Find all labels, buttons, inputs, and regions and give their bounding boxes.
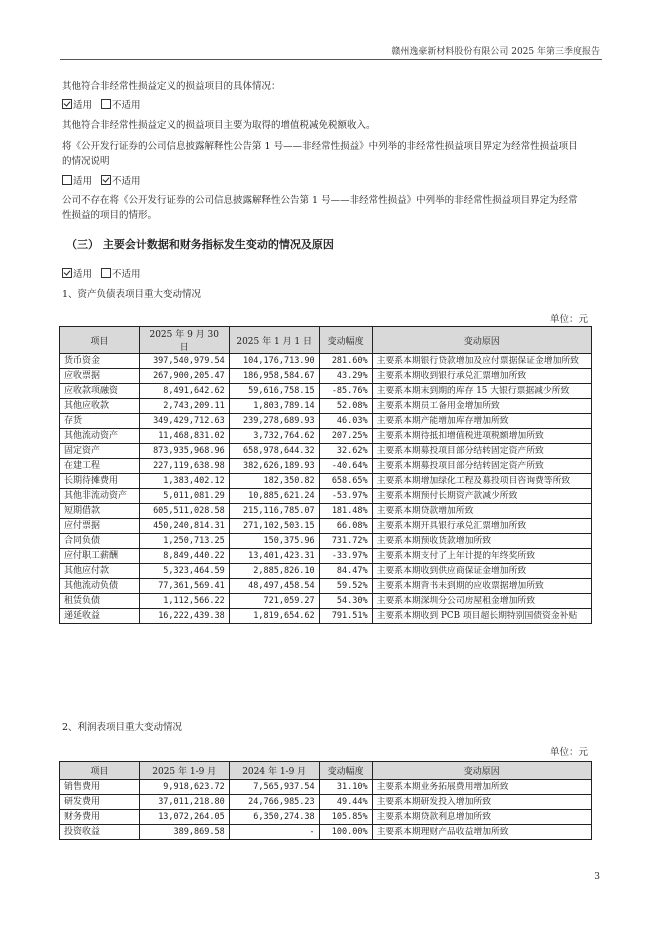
item-cell: 其他应付款 [60, 564, 140, 579]
prior-value-cell: 182,350.82 [229, 474, 319, 489]
column-header: 2025 年 9 月 30 日 [139, 327, 229, 354]
table-row [60, 459, 592, 474]
current-value-cell: 450,240,814.31 [139, 519, 229, 534]
option-row-3 [62, 268, 141, 282]
table-row [60, 825, 592, 840]
current-value-cell: 1,250,713.25 [139, 534, 229, 549]
item-cell: 其他应收款 [60, 399, 140, 414]
item-cell: 研发费用 [60, 795, 140, 810]
prior-value-cell: 215,116,785.07 [229, 504, 319, 519]
table-row [60, 780, 592, 795]
prior-value-cell: 382,626,189.93 [229, 459, 319, 474]
current-value-cell: 16,222,439.38 [139, 609, 229, 624]
report-header: 赣州逸豪新材料股份有限公司 2025 年第三季度报告 [391, 47, 600, 57]
column-header: 变动原因 [372, 327, 591, 354]
option-not-applicable: 不适用 [112, 269, 141, 280]
table-row [60, 810, 592, 825]
current-value-cell: 1,112,566.22 [139, 594, 229, 609]
table-row [60, 474, 592, 489]
table-row [60, 594, 592, 609]
income-statement-table [59, 761, 592, 840]
column-header: 变动幅度 [319, 762, 372, 780]
column-header: 项目 [60, 327, 140, 354]
reason-cell: 主要系本期预收货款增加所致 [372, 534, 591, 549]
item-cell: 短期借款 [60, 504, 140, 519]
prior-value-cell: 6,350,274.38 [229, 810, 319, 825]
change-rate-cell: 84.47% [319, 564, 372, 579]
prior-value-cell: 59,616,758.15 [229, 384, 319, 399]
table-row [60, 369, 592, 384]
column-header: 2024 年 1-9 月 [229, 762, 319, 780]
checked-box-icon[interactable] [62, 99, 72, 109]
current-value-cell: 227,119,638.98 [139, 459, 229, 474]
current-value-cell: 397,540,979.54 [139, 354, 229, 369]
item-cell: 其他非流动资产 [60, 489, 140, 504]
change-rate-cell: 658.65% [319, 474, 372, 489]
reclassification-statement: 公司不存在将《公开发行证券的公司信息披露解释性公告第 1 号——非经常性损益》中列举的非经常性损益项目界定为经常性损益的项目的情形。 [62, 195, 578, 221]
reason-cell: 主要系本期预付长期资产款减少所致 [372, 489, 591, 504]
table-row [60, 519, 592, 534]
balance-sheet-subtitle: 1、资产负债表项目重大变动情况 [62, 289, 202, 300]
balance-sheet-table [59, 326, 592, 624]
change-rate-cell: 52.08% [319, 399, 372, 414]
table-row [60, 414, 592, 429]
reason-cell: 主要系本期业务拓展费用增加所致 [372, 780, 591, 795]
current-value-cell: 5,323,464.59 [139, 564, 229, 579]
current-value-cell: 873,935,968.96 [139, 444, 229, 459]
change-rate-cell: -33.97% [319, 549, 372, 564]
item-cell: 应收款项融资 [60, 384, 140, 399]
reason-cell: 主要系本期募投项目部分结转固定资产所致 [372, 459, 591, 474]
option-applicable: 适用 [73, 269, 93, 280]
prior-value-cell: 24,766,985.23 [229, 795, 319, 810]
reason-cell: 主要系本期员工备用金增加所致 [372, 399, 591, 414]
reason-cell: 主要系本期深圳分公司房屋租金增加所致 [372, 594, 591, 609]
table-row [60, 444, 592, 459]
column-header: 2025 年 1-9 月 [139, 762, 229, 780]
reason-cell: 主要系本期产能增加库存增加所致 [372, 414, 591, 429]
change-rate-cell: 207.25% [319, 429, 372, 444]
change-rate-cell: -85.76% [319, 384, 372, 399]
nonrecurring-detail-text: 其他符合非经常性损益定义的损益项目主要为取得的增值税减免税额收入。 [62, 120, 376, 131]
reason-cell: 主要系本期银行贷款增加及应付票据保证金增加所致 [372, 354, 591, 369]
table-row [60, 489, 592, 504]
unchecked-box-icon[interactable] [101, 268, 111, 278]
prior-value-cell: 3,732,764.62 [229, 429, 319, 444]
change-rate-cell: -40.64% [319, 459, 372, 474]
table-row [60, 795, 592, 810]
current-value-cell: 9,918,623.72 [139, 780, 229, 795]
item-cell: 其他流动资产 [60, 429, 140, 444]
reason-cell: 主要系本期增加绿化工程及募投项目咨询费等所致 [372, 474, 591, 489]
item-cell: 财务费用 [60, 810, 140, 825]
change-rate-cell: 46.03% [319, 414, 372, 429]
change-rate-cell: 32.62% [319, 444, 372, 459]
reason-cell: 主要系本期研发投入增加所致 [372, 795, 591, 810]
reason-cell: 主要系本期开具银行承兑汇票增加所致 [372, 519, 591, 534]
section-title: （三） 主要会计数据和财务指标发生变动的情况及原因 [66, 238, 334, 251]
table-row [60, 354, 592, 369]
prior-value-cell: 186,958,584.67 [229, 369, 319, 384]
prior-value-cell: 721,059.27 [229, 594, 319, 609]
change-rate-cell: 100.00% [319, 825, 372, 840]
table-row [60, 579, 592, 594]
current-value-cell: 605,511,028.58 [139, 504, 229, 519]
column-header: 2025 年 1 月 1 日 [229, 327, 319, 354]
prior-value-cell: 1,803,789.14 [229, 399, 319, 414]
table-row [60, 504, 592, 519]
prior-value-cell: 2,885,826.10 [229, 564, 319, 579]
current-value-cell: 349,429,712.63 [139, 414, 229, 429]
table-header-row [60, 327, 592, 354]
table-row [60, 564, 592, 579]
option-not-applicable: 不适用 [112, 176, 141, 187]
option-row-2 [62, 175, 141, 189]
column-header: 变动原因 [372, 762, 591, 780]
prior-value-cell: 48,497,458.54 [229, 579, 319, 594]
reason-cell: 主要系本期末到期的库存 15 大银行票据减少所致 [372, 384, 591, 399]
prior-value-cell: 1,819,654.62 [229, 609, 319, 624]
reason-cell: 主要系本期募投项目部分结转固定资产所致 [372, 444, 591, 459]
header-divider [60, 59, 602, 60]
item-cell: 其他流动负债 [60, 579, 140, 594]
unit-label: 单位：元 [549, 314, 588, 325]
reclassification-heading: 将《公开发行证券的公司信息披露解释性公告第 1 号——非经常性损益》中列举的非经常性损益项目界定为经常性损益项目的情况说明 [62, 141, 578, 167]
change-rate-cell: 31.10% [319, 780, 372, 795]
current-value-cell: 267,900,205.47 [139, 369, 229, 384]
prior-value-cell: 104,176,713.90 [229, 354, 319, 369]
table-row [60, 429, 592, 444]
item-cell: 递延收益 [60, 609, 140, 624]
item-cell: 销售费用 [60, 780, 140, 795]
prior-value-cell: - [229, 825, 319, 840]
current-value-cell: 13,072,264.05 [139, 810, 229, 825]
change-rate-cell: 49.44% [319, 795, 372, 810]
prior-value-cell: 7,565,937.54 [229, 780, 319, 795]
table-row [60, 549, 592, 564]
option-row-1 [62, 99, 141, 113]
item-cell: 投资收益 [60, 825, 140, 840]
option-applicable: 适用 [73, 176, 93, 187]
unchecked-box-icon[interactable] [62, 175, 72, 185]
item-cell: 货币资金 [60, 354, 140, 369]
reason-cell: 主要系本期理财产品收益增加所致 [372, 825, 591, 840]
prior-value-cell: 658,978,644.32 [229, 444, 319, 459]
change-rate-cell: -53.97% [319, 489, 372, 504]
current-value-cell: 37,011,218.80 [139, 795, 229, 810]
prior-value-cell: 150,375.96 [229, 534, 319, 549]
page-number: 3 [594, 872, 600, 882]
item-cell: 租赁负债 [60, 594, 140, 609]
reason-cell: 主要系本期收到银行承兑汇票增加所致 [372, 369, 591, 384]
table-row [60, 399, 592, 414]
item-cell: 存货 [60, 414, 140, 429]
prior-value-cell: 271,102,503.15 [229, 519, 319, 534]
current-value-cell: 5,011,081.29 [139, 489, 229, 504]
current-value-cell: 11,468,831.02 [139, 429, 229, 444]
option-not-applicable: 不适用 [112, 100, 141, 111]
checked-box-icon[interactable] [101, 175, 111, 185]
current-value-cell: 8,491,642.62 [139, 384, 229, 399]
current-value-cell: 389,869.58 [139, 825, 229, 840]
current-value-cell: 2,743,209.11 [139, 399, 229, 414]
table-row [60, 534, 592, 549]
column-header: 项目 [60, 762, 140, 780]
change-rate-cell: 791.51% [319, 609, 372, 624]
change-rate-cell: 731.72% [319, 534, 372, 549]
table-row [60, 609, 592, 624]
item-cell: 长期待摊费用 [60, 474, 140, 489]
change-rate-cell: 54.30% [319, 594, 372, 609]
reason-cell: 主要系本期背书未到期的应收票据增加所致 [372, 579, 591, 594]
change-rate-cell: 181.48% [319, 504, 372, 519]
current-value-cell: 8,849,440.22 [139, 549, 229, 564]
table-header-row [60, 762, 592, 780]
reason-cell: 主要系本期贷款利息增加所致 [372, 810, 591, 825]
prior-value-cell: 13,401,423.31 [229, 549, 319, 564]
change-rate-cell: 105.85% [319, 810, 372, 825]
prior-value-cell: 10,885,621.24 [229, 489, 319, 504]
current-value-cell: 1,383,402.12 [139, 474, 229, 489]
reason-cell: 主要系本期待抵扣增值税进项税额增加所致 [372, 429, 591, 444]
change-rate-cell: 59.52% [319, 579, 372, 594]
reason-cell: 主要系本期收到 PCB 项目超长期特别国债资金补贴 [372, 609, 591, 624]
prior-value-cell: 239,278,689.93 [229, 414, 319, 429]
reason-cell: 主要系本期收到供应商保证金增加所致 [372, 564, 591, 579]
change-rate-cell: 66.08% [319, 519, 372, 534]
item-cell: 应付职工薪酬 [60, 549, 140, 564]
option-applicable: 适用 [73, 100, 93, 111]
column-header: 变动幅度 [319, 327, 372, 354]
checked-box-icon[interactable] [62, 268, 72, 278]
item-cell: 固定资产 [60, 444, 140, 459]
current-value-cell: 77,361,569.41 [139, 579, 229, 594]
change-rate-cell: 281.60% [319, 354, 372, 369]
table-row [60, 384, 592, 399]
reason-cell: 主要系本期贷款增加所致 [372, 504, 591, 519]
item-cell: 应付票据 [60, 519, 140, 534]
nonrecurring-detail-label: 其他符合非经常性损益定义的损益项目的具体情况： [62, 81, 281, 92]
unchecked-box-icon[interactable] [101, 99, 111, 109]
item-cell: 在建工程 [60, 459, 140, 474]
item-cell: 应收票据 [60, 369, 140, 384]
income-statement-subtitle: 2、利润表项目重大变动情况 [62, 722, 183, 733]
reason-cell: 主要系本期支付了上年计提的年终奖所致 [372, 549, 591, 564]
change-rate-cell: 43.29% [319, 369, 372, 384]
item-cell: 合同负债 [60, 534, 140, 549]
unit-label: 单位：元 [549, 747, 588, 758]
